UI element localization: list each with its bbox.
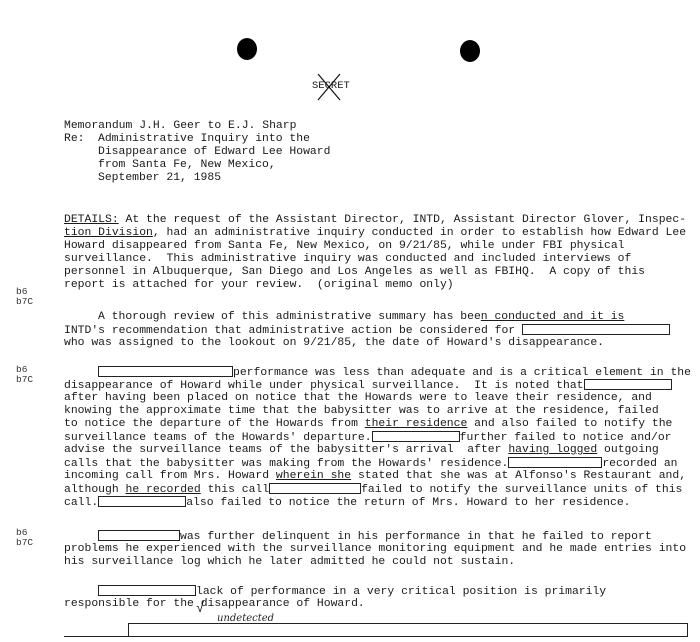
para3-text: although: [64, 484, 126, 496]
memo-header: [64, 120, 680, 185]
para3-text-underlined: wherein she: [275, 470, 352, 482]
para3-text: to notice the departure of the Howards from: [64, 418, 365, 430]
details-label: DETAILS:: [64, 214, 119, 226]
classification-text: SECRET: [312, 80, 350, 92]
page-rule: [64, 636, 688, 637]
exemption-code-b7c: b7C: [16, 296, 34, 307]
para3-text: this call: [200, 484, 270, 496]
redaction-box: [98, 585, 196, 596]
redaction-box: [98, 496, 186, 507]
para3-text-underlined: he recorded: [125, 484, 201, 496]
details-text: At the request of the Assistant Director, INTD, Assistant Director Glover, Inspec-: [118, 214, 687, 226]
para3-text: failed to notify the surveillance units of this: [361, 484, 683, 496]
para2-text: INTD's recommendation that administrative action be considered for: [64, 325, 516, 337]
para3-text: knowing the approximate time that the babysitter was to arrive at the residence, failed: [64, 405, 659, 417]
punch-hole-left: [237, 38, 257, 60]
memo-re-line: September 21, 1985: [98, 172, 222, 184]
redaction-box: [98, 366, 233, 377]
classification-marking: [312, 80, 350, 93]
details-text: , had an administrative inquiry conducted in order to establish how Edward Lee: [152, 227, 687, 239]
redaction-box: [128, 623, 688, 637]
para3-text: stated that she was at Alfonso's Restaurant and,: [351, 470, 687, 482]
recommendation-paragraph: [64, 311, 680, 350]
para5-text: responsible for the: [64, 598, 194, 610]
para2-text-underlined: n conducted and it is: [480, 311, 625, 323]
para4-text: his surveillance log which he later admitted he could not sustain.: [64, 556, 516, 568]
handwritten-insertion-caret: √: [196, 601, 205, 617]
redaction-box: [269, 483, 361, 494]
para4-text: problems he experienced with the surveillance monitoring equipment and he made entries into: [64, 543, 687, 555]
punch-hole-right: [460, 40, 480, 62]
para3-text: and also failed to notify the: [467, 418, 673, 430]
redaction-box: [372, 431, 460, 442]
para3-text: recorded an: [602, 458, 678, 470]
redaction-box: [508, 457, 602, 468]
memo-re-line: Disappearance of Edward Lee Howard: [98, 146, 331, 158]
details-text: Howard disappeared from Santa Fe, New Mexico, on 9/21/85, while under FBI physical: [64, 240, 625, 252]
para3-text: also failed to notice the return of Mrs. Howard to her residence.: [186, 497, 631, 509]
para5-text: lack of performance in a very critical position is primarily: [196, 586, 607, 598]
memo-re-line: from Santa Fe, New Mexico,: [98, 159, 276, 171]
para3-text: advise the surveillance teams of the babysitter's arrival after: [64, 444, 509, 456]
memo-subject: [64, 133, 680, 185]
delinquency-paragraph: [64, 530, 687, 569]
exemption-code-b6: b6: [16, 286, 28, 297]
para3-text: disappearance of Howard while under physical surveillance. It is noted that: [64, 380, 584, 392]
para2-text: who was assigned to the lookout on 9/21/85, the date of Howard's disappearance.: [64, 337, 605, 349]
para3-text: performance was less than adequate and is a critical element in the: [233, 367, 691, 379]
para3-text-underlined: having logged: [508, 444, 598, 456]
para5-text: disappearance of Howard.: [200, 598, 365, 610]
details-text: report is attached for your review. (original memo only): [64, 279, 454, 291]
exemption-code-b7c: b7C: [16, 374, 34, 385]
para2-text: A thorough review of this administrative summary has bee: [98, 311, 481, 323]
redaction-box: [98, 530, 180, 541]
details-text: personnel in Albuquerque, San Diego and Los Angeles as well as FBIHQ. A copy of this: [64, 266, 646, 278]
classification-strikeout-mark: [314, 72, 344, 102]
memo-re-line: Administrative Inquiry into the: [98, 133, 310, 145]
redaction-box: [584, 379, 672, 390]
para3-text: calls that the babysitter was making from the Howards' residence.: [64, 458, 509, 470]
para3-text: incoming call from Mrs. Howard: [64, 470, 276, 482]
exemption-code-b7c: b7C: [16, 537, 34, 548]
memo-from-to: Memorandum J.H. Geer to E.J. Sharp: [64, 120, 297, 132]
conclusion-paragraph: [64, 585, 680, 611]
performance-paragraph: [64, 366, 691, 509]
details-paragraph: [64, 214, 687, 292]
redaction-box: [522, 324, 670, 335]
memo-re-label: Re:: [64, 133, 85, 145]
exemption-code-b6: b6: [16, 364, 28, 375]
para3-text: outgoing: [597, 444, 659, 456]
para3-text-underlined: their residence: [364, 418, 468, 430]
exemption-code-b6: b6: [16, 527, 28, 538]
details-text: surveillance. This administrative inquiry was conducted and included interviews of: [64, 253, 632, 265]
details-text-underlined: tion Division: [64, 227, 153, 239]
para3-text: after having been placed on notice that the Howards were to leave their residence, and: [64, 392, 652, 404]
para3-text: further failed to notice and/or: [459, 432, 672, 444]
handwritten-annotation: undetected: [217, 613, 275, 624]
para3-text: call.: [64, 497, 99, 509]
para4-text: was further delinquent in his performance in that he failed to report: [180, 531, 652, 543]
para3-text: surveillance teams of the Howards' departure.: [64, 432, 372, 444]
